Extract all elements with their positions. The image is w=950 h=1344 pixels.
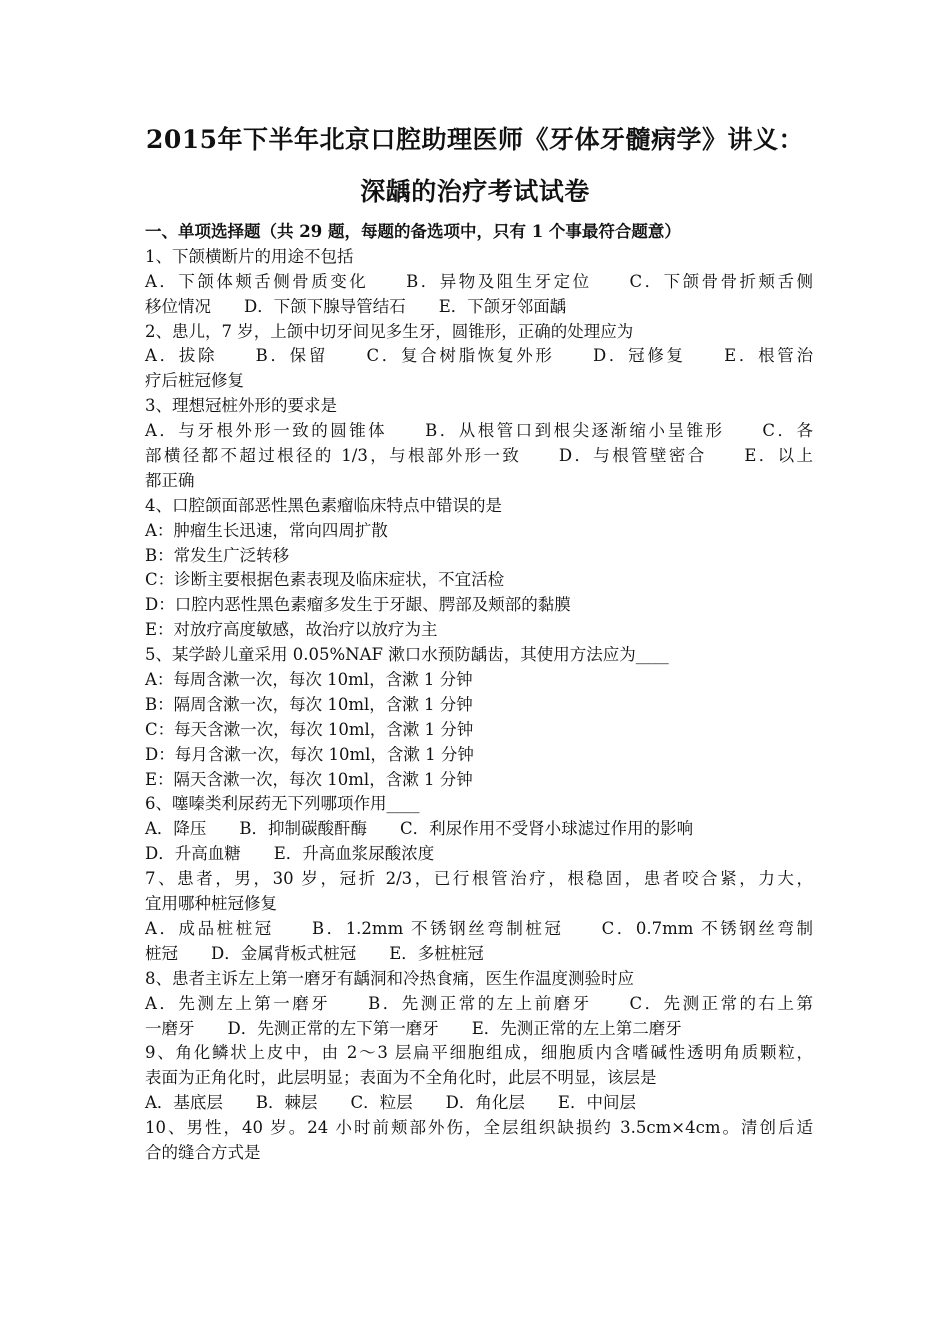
- section-header: 一、单项选择题（共 29 题，每题的备选项中，只有 1 个事最符合题意）: [145, 222, 681, 241]
- text-line: E：对放疗高度敏感，故治疗以放疗为主: [145, 620, 438, 640]
- text-line: 10、男性，40 岁。24 小时前颊部外伤，全层组织缺损约 3.5cm×4cm。清创后适: [145, 1118, 813, 1138]
- text-line: D．升高血糖 E．升高血浆尿酸浓度: [145, 844, 435, 864]
- document-title-line-2: 深龋的治疗考试试卷: [360, 177, 590, 206]
- document-body: [145, 220, 813, 1166]
- text-line: 宜用哪种桩冠修复: [145, 894, 277, 914]
- text-line: 一磨牙 D．先测正常的左下第一磨牙 E．先测正常的左上第二磨牙: [145, 1018, 682, 1038]
- text-line: 4、口腔颌面部恶性黑色素瘤临床特点中错误的是: [145, 495, 502, 515]
- text-line: C：诊断主要根据色素表现及临床症状，不宜活检: [145, 570, 505, 590]
- text-line: A：肿瘤生长迅速，常向四周扩散: [145, 520, 388, 540]
- text-line: A．拔除 B．保留 C．复合树脂恢复外形 D．冠修复 E．根管治: [145, 346, 813, 366]
- text-line: 2、患儿，7 岁，上颌中切牙间见多生牙，圆锥形，正确的处理应为: [145, 321, 634, 341]
- text-line: C：每天含漱一次，每次 10ml，含漱 1 分钟: [145, 719, 474, 739]
- text-line: 疗后桩冠修复: [145, 371, 244, 391]
- text-line: A：每周含漱一次，每次 10ml，含漱 1 分钟: [145, 670, 473, 690]
- text-line: 9、角化鳞状上皮中，由 2～3 层扁平细胞组成，细胞质内含嗜碱性透明角质颗粒，: [145, 1043, 813, 1063]
- text-line: 表面为正角化时，此层明显；表面为不全角化时，此层不明显，该层是: [145, 1068, 657, 1088]
- text-line: 都正确: [145, 470, 195, 490]
- text-line: 8、患者主诉左上第一磨牙有龋洞和冷热食痛，医生作温度测验时应: [145, 968, 634, 988]
- text-line: 移位情况 D．下颌下腺导管结石 E．下颌牙邻面龋: [145, 296, 567, 316]
- text-line: A．基底层 B．棘层 C．粒层 D．角化层 E．中间层: [145, 1093, 636, 1113]
- text-line: A．成品桩桩冠 B．1.2mm 不锈钢丝弯制桩冠 C．0.7mm 不锈钢丝弯制: [145, 918, 813, 938]
- text-line: 3、理想冠桩外形的要求是: [145, 396, 337, 416]
- text-line: D：每月含漱一次，每次 10ml，含漱 1 分钟: [145, 744, 474, 764]
- text-line: A．与牙根外形一致的圆锥体 B．从根管口到根尖逐渐缩小呈锥形 C．各: [145, 421, 813, 441]
- text-line: D：口腔内恶性黑色素瘤多发生于牙龈、腭部及颊部的黏膜: [145, 595, 571, 615]
- text-line: A．下颌体颊舌侧骨质变化 B．异物及阻生牙定位 C．下颌骨骨折颊舌侧: [145, 271, 813, 291]
- text-line: A．先测左上第一磨牙 B．先测正常的左上前磨牙 C．先测正常的右上第: [145, 993, 813, 1013]
- text-line: E：隔天含漱一次，每次 10ml，含漱 1 分钟: [145, 769, 473, 789]
- text-line: 6、噻嗪类利尿药无下列哪项作用____: [145, 794, 420, 814]
- text-line: 部横径都不超过根径的 1/3，与根部外形一致 D．与根管壁密合 E．以上: [145, 446, 813, 466]
- text-line: 1、下颌横断片的用途不包括: [145, 246, 354, 266]
- text-line: 桩冠 D．金属背板式桩冠 E．多桩桩冠: [145, 943, 484, 963]
- text-line: B：常发生广泛转移: [145, 545, 290, 565]
- text-line: 7、患者，男，30 岁，冠折 2/3，已行根管治疗，根稳固，患者咬合紧，力大，: [145, 869, 813, 889]
- text-line: A．降压 B．抑制碳酸酐酶 C．利尿作用不受肾小球滤过作用的影响: [145, 819, 694, 839]
- text-line: 5、某学龄儿童采用 0.05%NAF 漱口水预防龋齿，其使用方法应为____: [145, 645, 669, 665]
- question-lines: [145, 245, 813, 1166]
- text-line: 合的缝合方式是: [145, 1142, 261, 1162]
- text-line: B：隔周含漱一次，每次 10ml，含漱 1 分钟: [145, 694, 473, 714]
- document-title-line-1: 2015年下半年北京口腔助理医师《牙体牙髓病学》讲义：: [145, 125, 805, 154]
